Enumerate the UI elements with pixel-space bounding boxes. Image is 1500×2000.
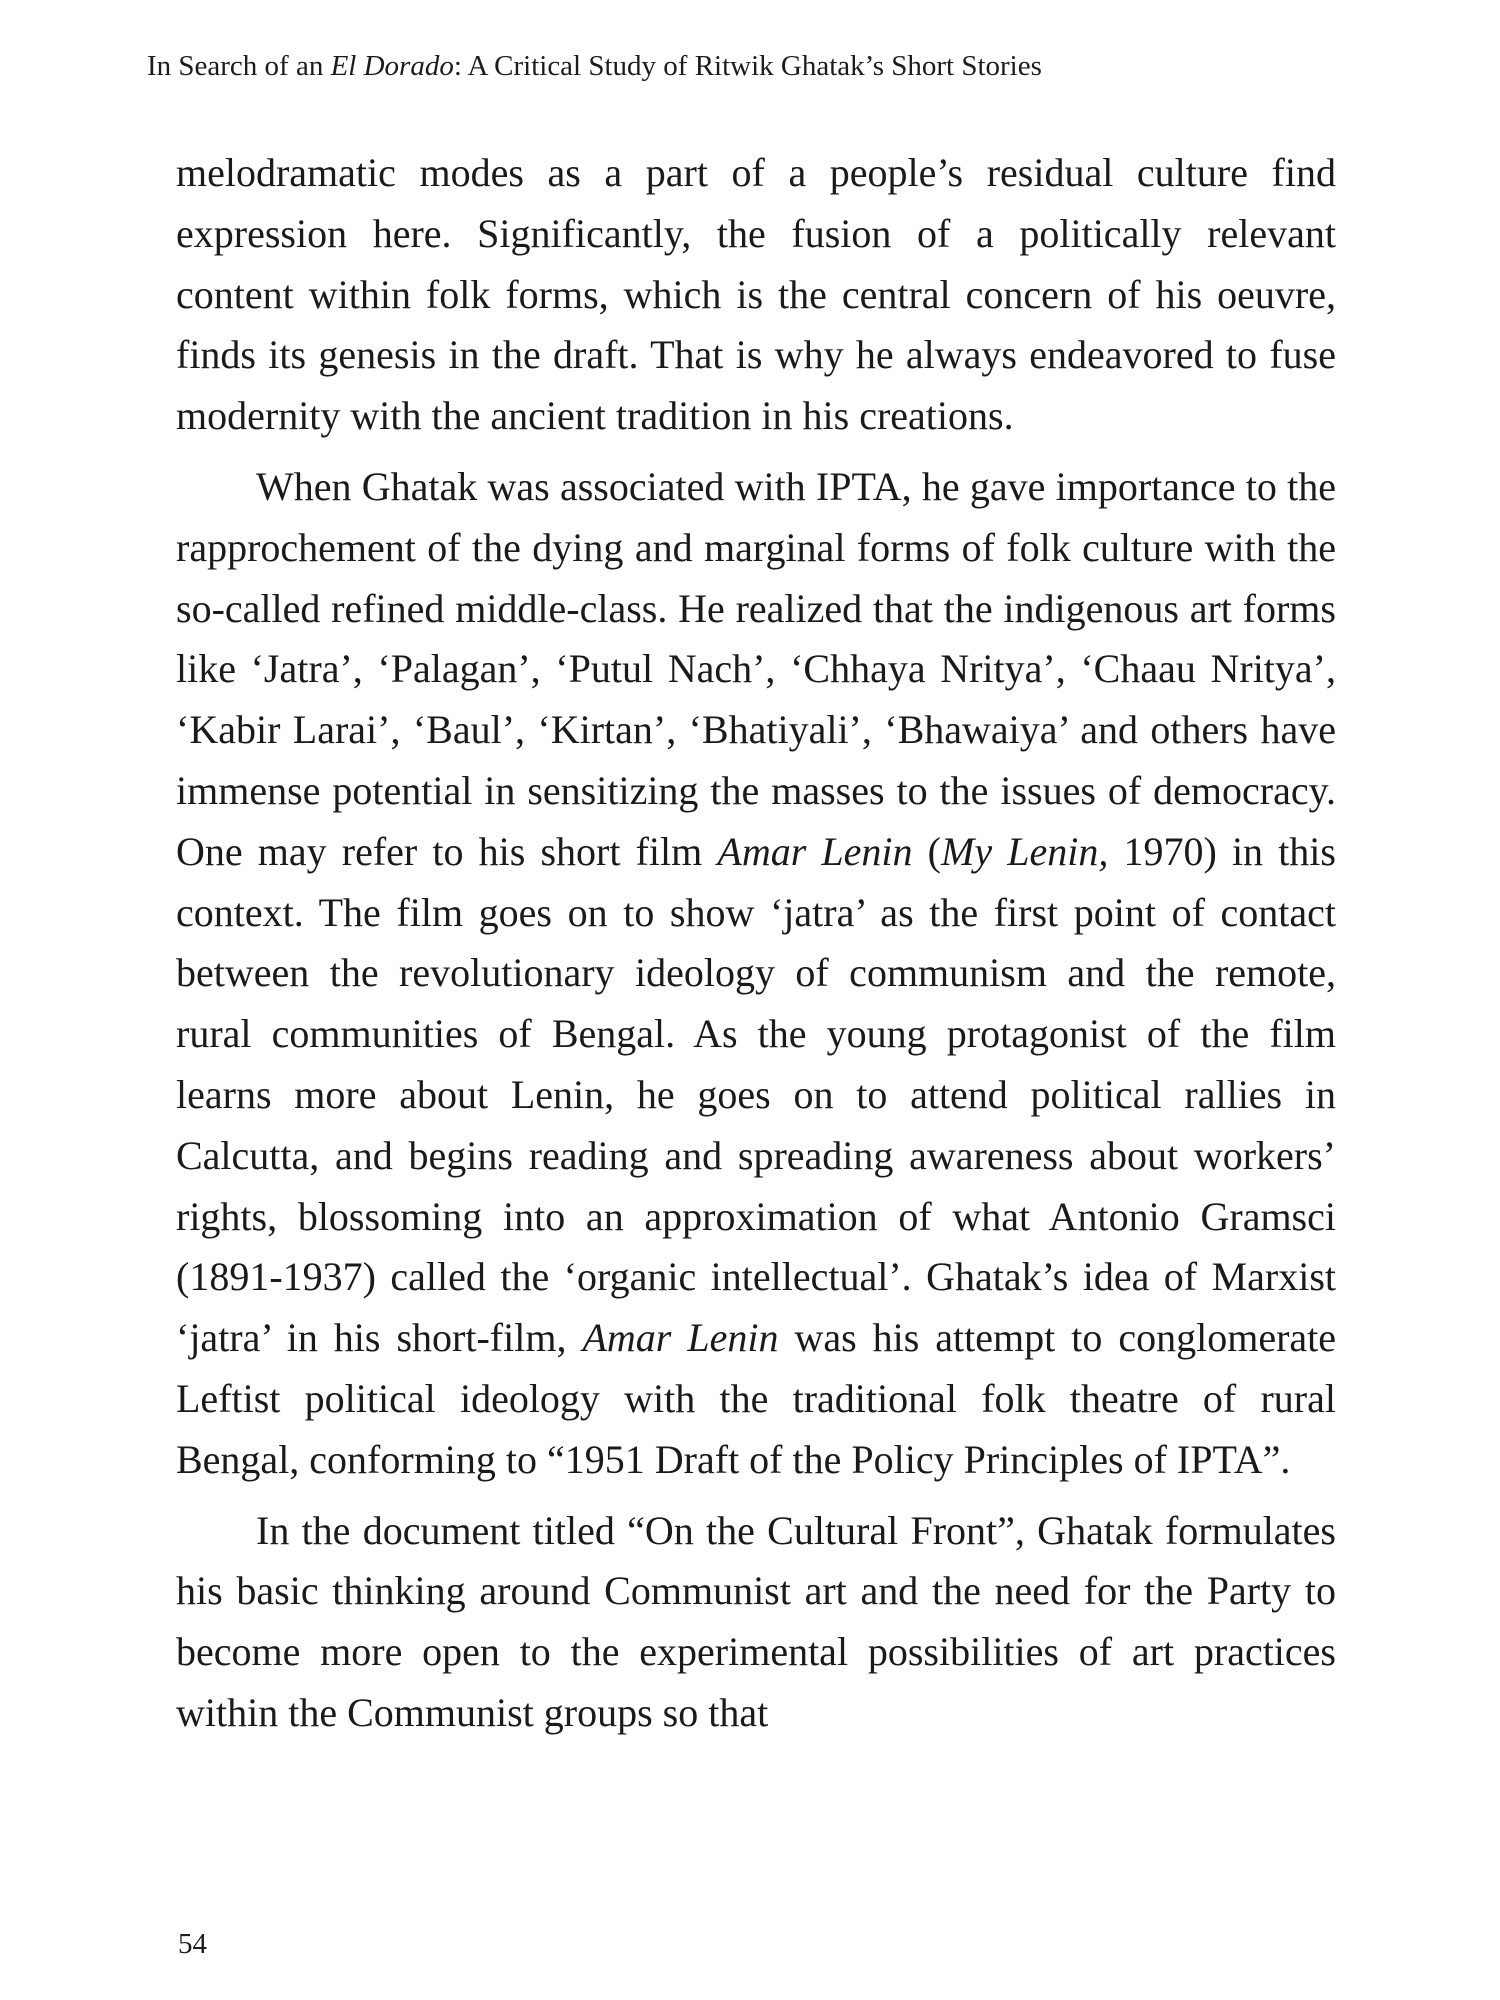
page-number: 54 [178,1928,207,1960]
paragraph-2-part-3: 1970) in this context. The film goes on to show ‘jatra’ as the first point of contact between the revolutionary ideology of communism and the remote, rural communities of Bengal. As the young protagonist of the film learns more about Lenin, he goes on to attend political rallies in Calcutta, and begins reading and spreading awareness about workers’ rights, blossoming into an approximation of what Antonio Gramsci (1891-1937) called the ‘organic intellectual’. Ghatak’s idea of Marxist ‘jatra’ in his short-film, [176,828,1336,1361]
paragraph-3: In the document titled “On the Cultural Front”, Ghatak formulates his basic thinking around Communist art and the need for the Party to become more open to the experimental possibilities of art practices within the Communist groups so that [176,1507,1336,1735]
paragraph-2-part-1: When Ghatak was associated with IPTA, he gave importance to the rapprochement of the dying and marginal forms of folk culture with the so-called refined middle-class. He realized that the indigenous art forms like ‘Jatra’, ‘Palagan’, ‘Putul Nach’, ‘Chhaya Nritya’, ‘Chaau Nritya’, ‘Kabir Larai’, ‘Baul’, ‘Kirtan’, ‘Bhatiyali’, ‘Bhawaiya’ and others have immense potential in sensitizing the masses to the issues of democracy. One may refer to his short film [176,463,1336,874]
body-text [176,143,1336,1744]
film-title-my-lenin: My Lenin, [941,828,1109,874]
film-title-amar-lenin: Amar Lenin [717,828,913,874]
film-title-amar-lenin-2: Amar Lenin [582,1315,779,1361]
header-suffix: : A Critical Study of Ritwik Ghatak’s Short Stories [453,50,1042,82]
header-prefix: In Search of an [147,50,331,82]
paragraph-2-part-2: ( [912,828,942,874]
running-header [147,46,1267,86]
header-italic-title: El Dorado [330,50,454,82]
paragraph-2 [176,457,1336,1491]
paragraph-2-part-4: was his attempt to conglomerate Leftist political ideology with the traditional folk theatre of rural Bengal, conforming to “1951 Draft of the Policy Principles of IPTA”. [176,1315,1337,1482]
paragraph-1: melodramatic modes as a part of a people’s residual culture find expression here. Significantly, the fusion of a politically relevant content within folk forms, which is the central concern of his oeuvre, finds its genesis in the draft. That is why he always endeavored to fuse modernity with the ancient tradition in his creations. [176,150,1336,439]
